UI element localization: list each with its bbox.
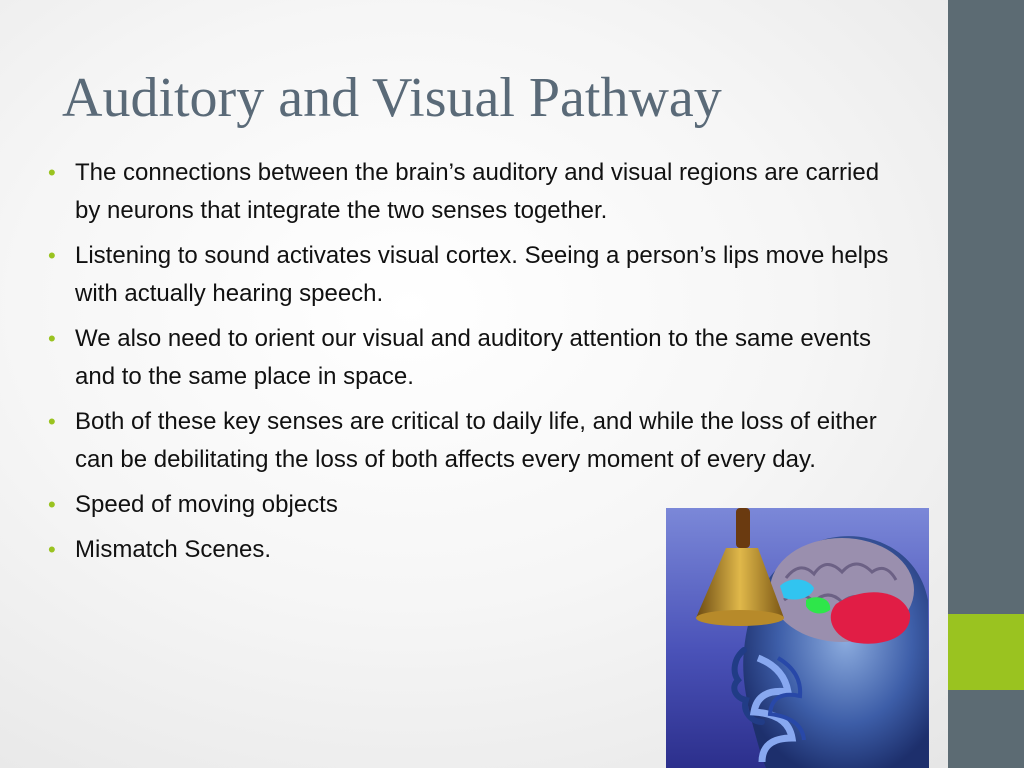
bell-handle bbox=[736, 508, 750, 548]
bullet-marker: • bbox=[48, 492, 56, 517]
bullet-text: Both of these key senses are critical to daily life, and while the loss of either can be debilitating the loss of both affects every moment of every day. bbox=[75, 408, 877, 473]
bullet-text: Speed of moving objects bbox=[75, 491, 338, 518]
brain-illustration bbox=[666, 508, 929, 768]
bullet-item bbox=[48, 154, 898, 230]
bullet-marker: • bbox=[48, 160, 56, 185]
side-accent-block bbox=[948, 614, 1024, 690]
bullet-item bbox=[48, 403, 898, 479]
bullet-marker: • bbox=[48, 409, 56, 434]
bullet-marker: • bbox=[48, 537, 56, 562]
slide-title: Auditory and Visual Pathway bbox=[62, 67, 722, 129]
bullet-text: The connections between the brain’s auditory and visual regions are carried by neurons that integrate the two senses together. bbox=[75, 159, 880, 224]
bullet-item bbox=[48, 320, 898, 396]
bullet-item bbox=[48, 237, 898, 313]
bullet-marker: • bbox=[48, 243, 56, 268]
bullet-marker: • bbox=[48, 326, 56, 351]
bell-rim bbox=[696, 610, 784, 626]
bullet-text: Listening to sound activates visual cortex. Seeing a person’s lips move helps with actually hearing speech. bbox=[75, 242, 889, 307]
bullet-text: We also need to orient our visual and auditory attention to the same events and to the same place in space. bbox=[75, 325, 872, 390]
bullet-text: Mismatch Scenes. bbox=[75, 536, 272, 563]
